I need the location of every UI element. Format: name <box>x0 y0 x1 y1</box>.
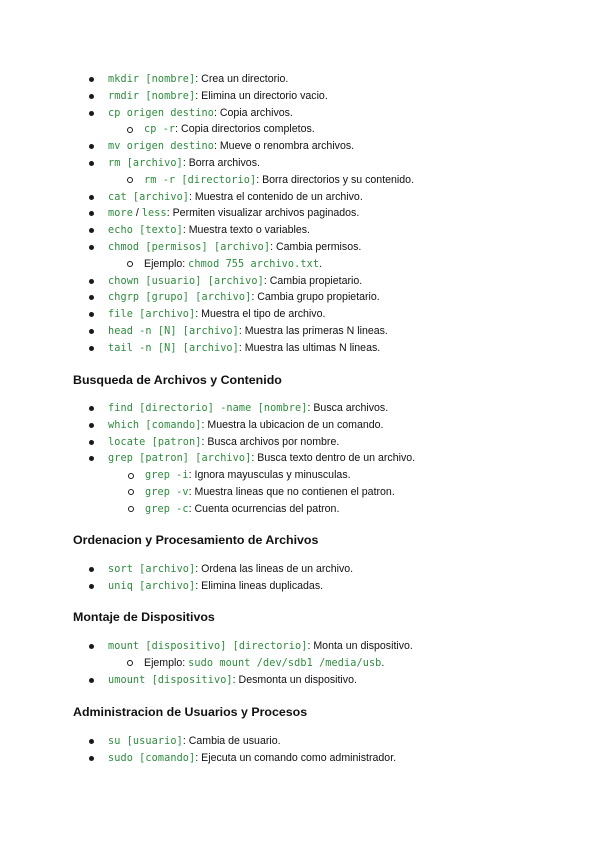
description-text: : Busca archivos. <box>307 402 389 414</box>
list-item-text <box>108 105 293 123</box>
bullet-circle-icon <box>127 261 133 267</box>
command-code: grep [patron] [archivo] <box>108 453 252 465</box>
command-list-users <box>0 733 600 767</box>
list-item-text <box>108 672 357 690</box>
section-heading-users: Administracion de Usuarios y Procesos <box>73 705 308 719</box>
list-item-text <box>108 71 288 89</box>
list-item <box>0 189 600 206</box>
list-item <box>0 155 600 172</box>
sub-list-item <box>0 121 600 138</box>
list-item-text <box>108 189 363 207</box>
command-code: rm -r [directorio] <box>144 174 257 186</box>
command-list-search <box>0 400 600 518</box>
command-code: tail -n [N] [archivo] <box>108 342 239 354</box>
list-item <box>0 672 600 689</box>
command-code: sudo mount /dev/sdb1 /media/usb <box>188 657 382 669</box>
bullet-dot-icon <box>89 228 94 233</box>
description-text: : Borra directorios y su contenido. <box>256 173 415 186</box>
command-code: grep -i <box>145 470 189 482</box>
command-code: less <box>141 208 167 220</box>
description-text: : Borra archivos. <box>182 156 260 169</box>
list-item <box>0 638 600 655</box>
list-item-text <box>108 750 396 768</box>
command-code: head -n [N] [archivo] <box>108 325 239 337</box>
description-text: : Mueve o renombra archivos. <box>213 140 355 153</box>
description-text: : Crea un directorio. <box>195 73 289 85</box>
list-item <box>0 450 600 467</box>
bullet-dot-icon <box>89 644 94 649</box>
list-item-text <box>108 323 388 341</box>
list-item-text <box>108 340 380 358</box>
list-item-text <box>108 561 353 579</box>
list-item-text <box>108 417 383 435</box>
bullet-dot-icon <box>89 346 94 351</box>
section-heading-search: Busqueda de Archivos y Contenido <box>73 373 282 387</box>
list-item <box>0 105 600 122</box>
list-item <box>0 417 600 434</box>
list-item-text <box>108 578 323 596</box>
description-text: : Busca archivos por nombre. <box>201 435 340 448</box>
description-text: : Ignora mayusculas y minusculas. <box>188 469 351 482</box>
bullet-dot-icon <box>89 295 94 300</box>
description-text: : Cambia propietario. <box>263 274 363 287</box>
bullet-dot-icon <box>89 111 94 116</box>
sub-list-item <box>0 467 600 484</box>
bullet-circle-icon <box>128 473 134 479</box>
bullet-circle-icon <box>127 127 133 133</box>
list-item <box>0 578 600 595</box>
description-text: : Cambia de usuario. <box>182 735 281 747</box>
description-text: : Muestra el contenido de un archivo. <box>189 190 363 203</box>
list-item-text <box>145 501 339 519</box>
list-item-text <box>145 467 351 485</box>
list-item <box>0 750 600 767</box>
description-text: : Cuenta ocurrencias del patron. <box>188 502 340 515</box>
list-item-text <box>108 733 281 751</box>
list-item-text <box>108 450 415 468</box>
bullet-dot-icon <box>89 279 94 284</box>
command-code: more <box>108 208 133 220</box>
bullet-dot-icon <box>89 756 94 761</box>
command-list-mounting <box>0 638 600 688</box>
bullet-dot-icon <box>89 739 94 744</box>
command-list-sorting <box>0 561 600 595</box>
description-text: : Muestra la ubicacion de un comando. <box>201 418 384 431</box>
command-code: chmod [permisos] [archivo] <box>108 241 271 253</box>
list-item-text <box>144 172 414 190</box>
list-item <box>0 239 600 256</box>
command-code: su [usuario] <box>108 736 183 747</box>
list-item-text <box>108 239 361 257</box>
list-item-text <box>108 289 380 307</box>
command-code: sudo [comando] <box>108 752 196 764</box>
sub-list-item <box>0 655 600 672</box>
list-item-text <box>145 484 395 502</box>
bullet-dot-icon <box>89 195 94 200</box>
description-text: Ejemplo: <box>144 257 189 270</box>
bullet-dot-icon <box>89 456 94 461</box>
description-text: : Copia archivos. <box>213 106 293 119</box>
description-text: : Copia directorios completos. <box>175 123 315 136</box>
command-code: rm [archivo] <box>108 157 183 169</box>
description-text: : Elimina lineas duplicadas. <box>195 579 324 592</box>
command-code: grep -v <box>145 486 189 498</box>
command-code: chown [usuario] [archivo] <box>108 275 264 287</box>
list-item-text <box>108 306 325 324</box>
list-item-text <box>108 273 362 291</box>
list-item <box>0 205 600 222</box>
command-code: cp -r <box>144 124 176 136</box>
command-code: echo [texto] <box>108 225 183 237</box>
description-text: : Busca texto dentro de un archivo. <box>251 452 416 465</box>
command-code: cat [archivo] <box>108 191 190 203</box>
list-item-text <box>108 138 354 156</box>
list-item <box>0 434 600 451</box>
description-text: : Cambia grupo propietario. <box>251 291 380 304</box>
description-text: . <box>381 656 385 669</box>
list-item <box>0 733 600 750</box>
command-code: which [comando] <box>108 419 202 431</box>
command-code: umount [dispositivo] <box>108 674 233 686</box>
list-item <box>0 138 600 155</box>
bullet-dot-icon <box>89 161 94 166</box>
bullet-circle-icon <box>128 506 134 512</box>
list-item <box>0 323 600 340</box>
list-item-text <box>144 655 384 673</box>
description-text: : Ordena las lineas de un archivo. <box>195 563 354 575</box>
bullet-dot-icon <box>89 406 94 411</box>
list-item <box>0 400 600 417</box>
list-item-text <box>108 205 359 223</box>
command-code: find [directorio] -name [nombre] <box>108 403 308 414</box>
command-code: mount [dispositivo] [directorio] <box>108 641 308 652</box>
description-text: : Muestra las primeras N lineas. <box>238 324 388 337</box>
bullet-dot-icon <box>89 329 94 334</box>
bullet-dot-icon <box>89 77 94 82</box>
description-text: : Ejecuta un comando como administrador. <box>195 751 397 764</box>
list-item-text <box>108 222 310 240</box>
description-text: : Muestra las ultimas N lineas. <box>238 341 381 354</box>
bullet-dot-icon <box>89 144 94 149</box>
command-code: locate [patron] <box>108 436 202 448</box>
section-heading-mounting: Montaje de Dispositivos <box>73 610 215 624</box>
list-item <box>0 71 600 88</box>
bullet-circle-icon <box>127 660 133 666</box>
description-text: : Muestra el tipo de archivo. <box>195 308 326 321</box>
list-item-text <box>144 256 322 274</box>
description-text: : Muestra texto o variables. <box>182 224 310 237</box>
bullet-dot-icon <box>89 312 94 317</box>
description-text: . <box>319 257 323 270</box>
list-item-text <box>108 88 328 106</box>
list-item-text <box>108 400 388 418</box>
bullet-dot-icon <box>89 211 94 216</box>
bullet-dot-icon <box>89 423 94 428</box>
description-text: : Muestra lineas que no contienen el patron. <box>188 485 395 498</box>
bullet-dot-icon <box>89 94 94 99</box>
command-code: grep -c <box>145 503 189 515</box>
list-item-text <box>108 434 339 452</box>
bullet-dot-icon <box>89 584 94 589</box>
bullet-dot-icon <box>89 245 94 250</box>
sub-list-item <box>0 501 600 518</box>
bullet-dot-icon <box>89 567 94 572</box>
list-item-text <box>108 638 413 656</box>
list-item <box>0 306 600 323</box>
command-code: uniq [archivo] <box>108 580 196 592</box>
command-code: mv origen destino <box>108 141 214 153</box>
description-text: / <box>132 207 142 220</box>
list-item <box>0 273 600 290</box>
description-text: Ejemplo: <box>144 656 189 669</box>
command-code: cp origen destino <box>108 107 214 119</box>
list-item <box>0 561 600 578</box>
description-text: : Desmonta un dispositivo. <box>232 673 357 686</box>
description-text: : Elimina un directorio vacio. <box>195 89 328 102</box>
command-code: file [archivo] <box>108 309 196 321</box>
description-text: : Cambia permisos. <box>270 240 362 253</box>
list-item <box>0 340 600 357</box>
command-code: rmdir [nombre] <box>108 90 196 102</box>
list-item <box>0 289 600 306</box>
list-item <box>0 88 600 105</box>
bullet-circle-icon <box>127 177 133 183</box>
description-text: : Monta un dispositivo. <box>307 640 413 652</box>
command-code: chmod 755 archivo.txt <box>188 258 320 270</box>
command-code: chgrp [grupo] [archivo] <box>108 292 252 304</box>
list-item-text <box>108 155 260 173</box>
sub-list-item <box>0 172 600 189</box>
section-heading-sorting: Ordenacion y Procesamiento de Archivos <box>73 533 319 547</box>
command-code: mkdir [nombre] <box>108 74 196 85</box>
bullet-circle-icon <box>128 489 134 495</box>
command-list-files <box>0 71 600 357</box>
sub-list-item <box>0 484 600 501</box>
command-code: sort [archivo] <box>108 564 196 575</box>
list-item-text <box>144 121 315 139</box>
bullet-dot-icon <box>89 678 94 683</box>
list-item <box>0 222 600 239</box>
description-text: : Permiten visualizar archivos paginados. <box>166 207 360 220</box>
sub-list-item <box>0 256 600 273</box>
bullet-dot-icon <box>89 440 94 445</box>
